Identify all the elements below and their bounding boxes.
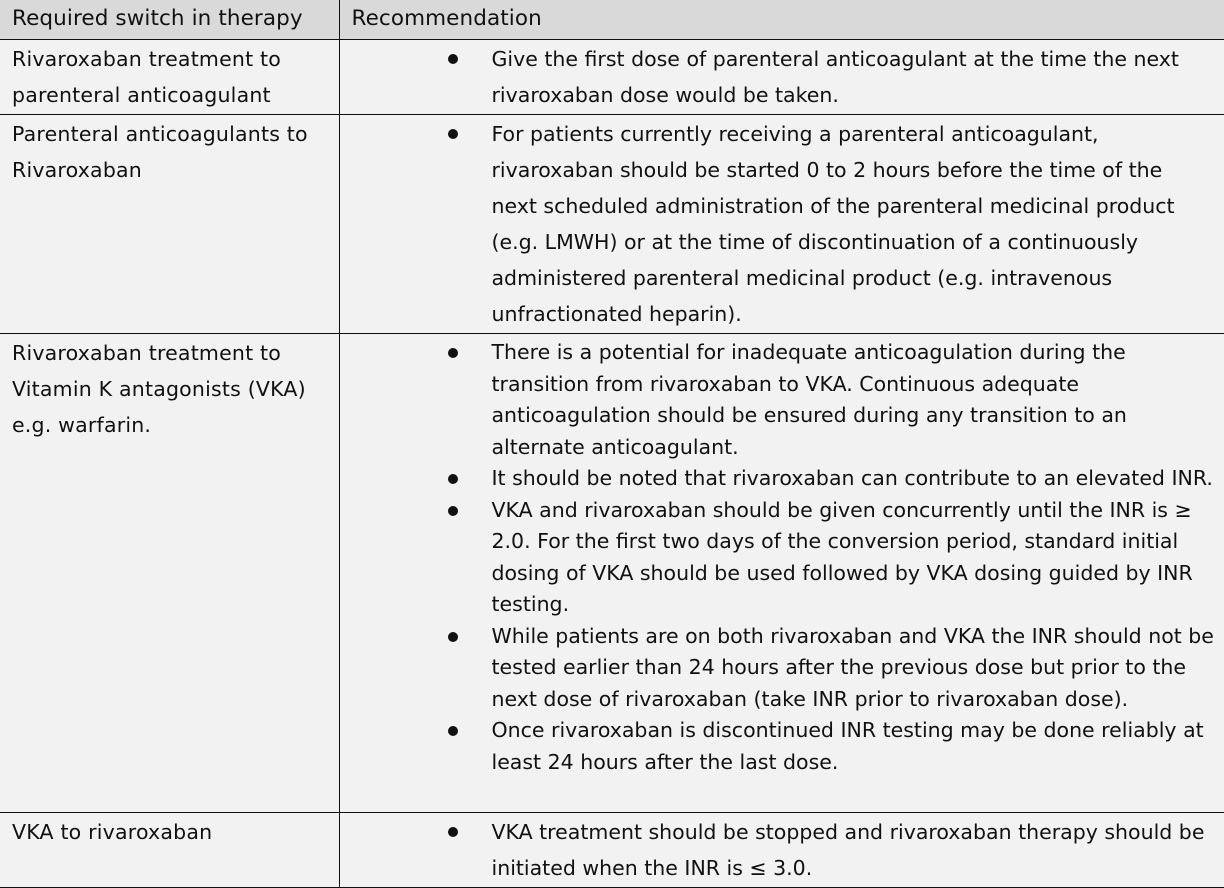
- recommendation-item: Give the first dose of parenteral anticoagulant at the time the next rivaroxaban dose would be taken.: [340, 41, 1224, 113]
- recommendation-item: For patients currently receiving a parenteral anticoagulant, rivaroxaban should be started 0 to 2 hours before the time of the next scheduled administration of the parenteral medicinal product (e.g. LMWH) or at the time of discontinuation of a continuously administered parenteral medicinal product (e.g. intravenous unfractionated heparin).: [340, 116, 1224, 332]
- table-row: [0, 115, 1224, 334]
- switch-cell: VKA to rivaroxaban: [0, 813, 339, 888]
- bullet-icon: [448, 337, 459, 348]
- bullet-icon: [448, 621, 459, 632]
- recommendation-item: VKA treatment should be stopped and rivaroxaban therapy should be initiated when the INR is ≤ 3.0.: [340, 814, 1224, 886]
- bullet-icon: [448, 41, 459, 52]
- table-row: [0, 40, 1224, 115]
- recommendation-list: [340, 115, 1224, 332]
- recommendation-item: VKA and rivaroxaban should be given concurrently until the INR is ≥ 2.0. For the first two days of the conversion period, standard initial dosing of VKA should be used followed by VKA dosing guided by INR testing.: [340, 495, 1224, 621]
- bullet-icon: [448, 814, 459, 825]
- recommendation-item: Once rivaroxaban is discontinued INR testing may be done reliably at least 24 hours after the last dose.: [340, 715, 1224, 778]
- recommendation-cell: [339, 115, 1224, 334]
- table-row: [0, 813, 1224, 888]
- table-row: [0, 334, 1224, 813]
- header-row: [0, 0, 1224, 40]
- recommendation-item: It should be noted that rivaroxaban can contribute to an elevated INR.: [340, 463, 1224, 495]
- switch-cell: Rivaroxaban treatment to Vitamin K antagonists (VKA) e.g. warfarin.: [0, 334, 339, 813]
- bullet-icon: [448, 715, 459, 726]
- recommendation-item: While patients are on both rivaroxaban and VKA the INR should not be tested earlier than 24 hours after the previous dose but prior to the next dose of rivaroxaban (take INR prior to rivaroxaban dose).: [340, 621, 1224, 716]
- recommendation-cell: [339, 40, 1224, 115]
- switch-cell: Rivaroxaban treatment to parenteral anticoagulant: [0, 40, 339, 115]
- recommendation-cell: [339, 334, 1224, 813]
- recommendation-list: [340, 334, 1224, 778]
- recommendation-item: There is a potential for inadequate anticoagulation during the transition from rivaroxaban to VKA. Continuous adequate anticoagulation should be ensured during any transition to an alternate anticoagulant.: [340, 337, 1224, 463]
- recommendation-list: [340, 813, 1224, 886]
- header-recommendation: Recommendation: [339, 0, 1224, 40]
- bullet-icon: [448, 463, 459, 474]
- switch-cell: Parenteral anticoagulants to Rivaroxaban: [0, 115, 339, 334]
- header-required-switch: Required switch in therapy: [0, 0, 339, 40]
- bullet-icon: [448, 495, 459, 506]
- recommendation-list: [340, 40, 1224, 113]
- recommendation-cell: [339, 813, 1224, 888]
- bullet-icon: [448, 116, 459, 127]
